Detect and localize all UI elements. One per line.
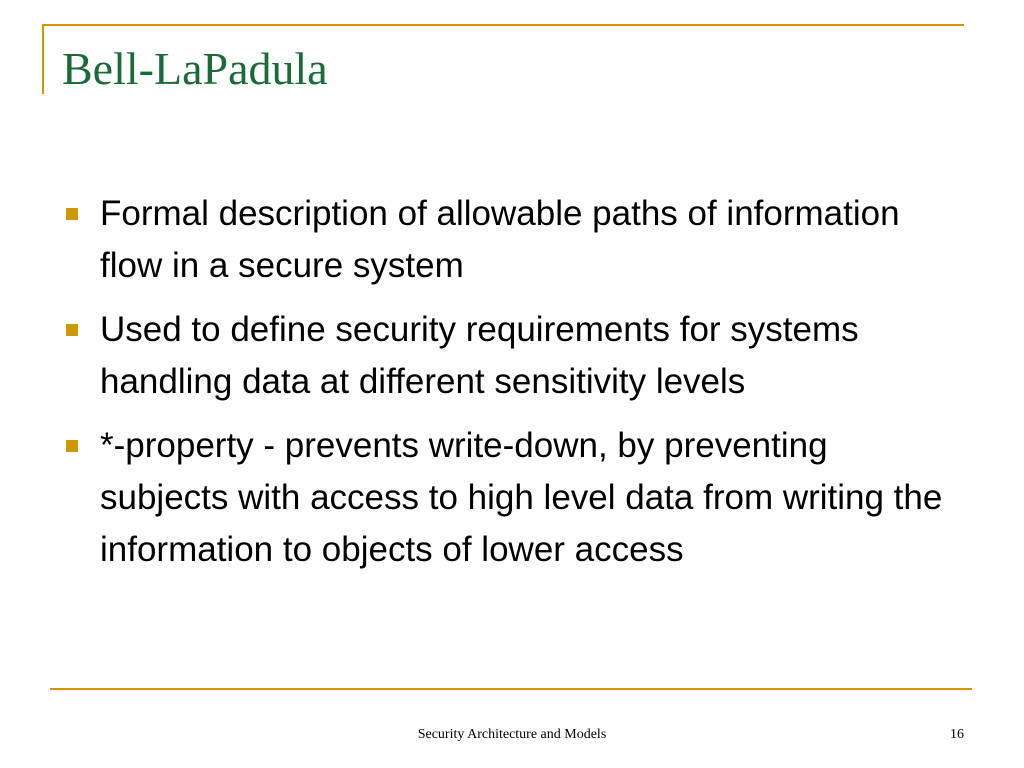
square-bullet-icon (66, 208, 78, 220)
bullet-text: Used to define security requirements for systems handling data at different sensitivity levels (100, 310, 859, 401)
bullet-item (62, 188, 962, 292)
bullet-text: *-property - prevents write-down, by preventing subjects with access to high level data from writing the information to objects of lower access (100, 426, 943, 569)
footer-title: Security Architecture and Models (417, 727, 607, 742)
bullet-text: Formal description of allowable paths of information flow in a secure system (100, 194, 900, 285)
slide-title: Bell-LaPadula (62, 43, 328, 94)
top-accent-line (42, 24, 964, 26)
bullet-item (62, 420, 962, 576)
bullet-list (62, 188, 962, 588)
square-bullet-icon (66, 440, 78, 452)
footer-divider (50, 688, 972, 690)
left-accent-line (42, 24, 44, 94)
square-bullet-icon (66, 324, 78, 336)
bullet-item (62, 304, 962, 408)
page-number: 16 (950, 727, 964, 742)
